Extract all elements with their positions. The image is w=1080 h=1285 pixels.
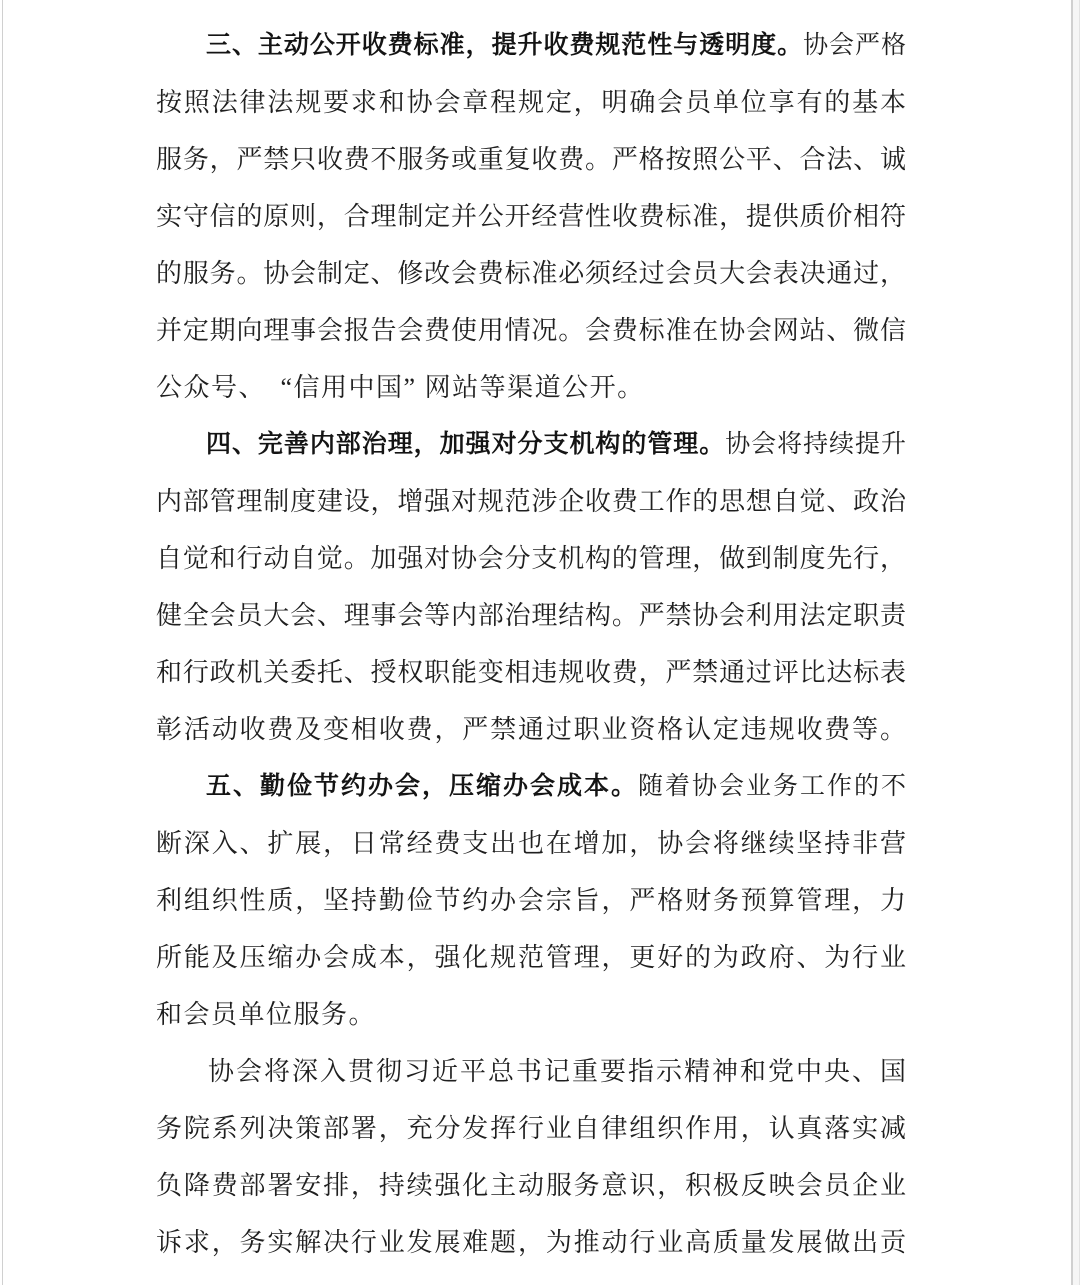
paragraph-line: 所能及压缩办会成本，强化规范管理，更好的为政府、为行业 [156,943,906,972]
section-5-heading-tail: 随着协会业务工作的不 [637,773,906,800]
page-left-edge-line [2,0,3,1285]
paragraph-line: 并定期向理事会报告会费使用情况。会费标准在协会网站、微信 [156,316,906,345]
paragraph-line: 内部管理制度建设，增强对规范涉企收费工作的思想自觉、政治 [156,487,906,516]
document-text-block [156,17,906,1271]
paragraph-line: 实守信的原则，合理制定并公开经营性收费标准，提供质价相符 [156,202,906,231]
paragraph-line: 和会员单位服务。 [156,1000,377,1029]
paragraph-line: 负降费部署安排，持续强化主动服务意识，积极反映会员企业 [156,1171,906,1200]
paragraph-line: 自觉和行动自觉。加强对协会分支机构的管理，做到制度先行， [156,544,906,573]
paragraph-line: 利组织性质，坚持勤俭节约办会宗旨，严格财务预算管理，力 [156,886,906,915]
paragraph-line: 诉求，务实解决行业发展难题，为推动行业高质量发展做出贡 [156,1228,906,1257]
section-5-heading: 五、勤俭节约办会，压缩办会成本。 [206,772,638,800]
paragraph-line [156,416,906,473]
paragraph-line: 的服务。协会制定、修改会费标准必须经过会员大会表决通过， [156,259,906,288]
paragraph-line: 协会将深入贯彻习近平总书记重要指示精神和党中央、国 [208,1057,906,1086]
paragraph-line: 公众号、 “信用中国” 网站等渠道公开。 [156,373,645,402]
section-4-heading: 四、完善内部治理，加强对分支机构的管理。 [206,430,726,458]
paragraph-line: 务院系列决策部署，充分发挥行业自律组织作用，认真落实减 [156,1114,906,1143]
paragraph-line: 健全会员大会、理事会等内部治理结构。严禁协会利用法定职责 [156,601,906,630]
section-4-heading-tail: 协会将持续提升 [725,431,906,458]
section-3-heading-tail: 协会严格 [803,32,906,59]
paragraph-line: 彰活动收费及变相收费，严禁通过职业资格认定违规收费等。 [156,715,906,744]
section-3-heading: 三、主动公开收费标准，提升收费规范性与透明度。 [206,31,804,59]
paragraph-line: 按照法律法规要求和协会章程规定，明确会员单位享有的基本 [156,88,906,117]
paragraph-line: 和行政机关委托、授权职能变相违规收费，严禁通过评比达标表 [156,658,906,687]
paragraph-line: 断深入、扩展，日常经费支出也在增加，协会将继续坚持非营 [156,829,906,858]
paragraph-line [156,758,906,815]
page-right-edge-shade [1073,0,1080,1285]
paragraph-line: 服务，严禁只收费不服务或重复收费。严格按照公平、合法、诚 [156,145,906,174]
paragraph-line [156,17,906,74]
